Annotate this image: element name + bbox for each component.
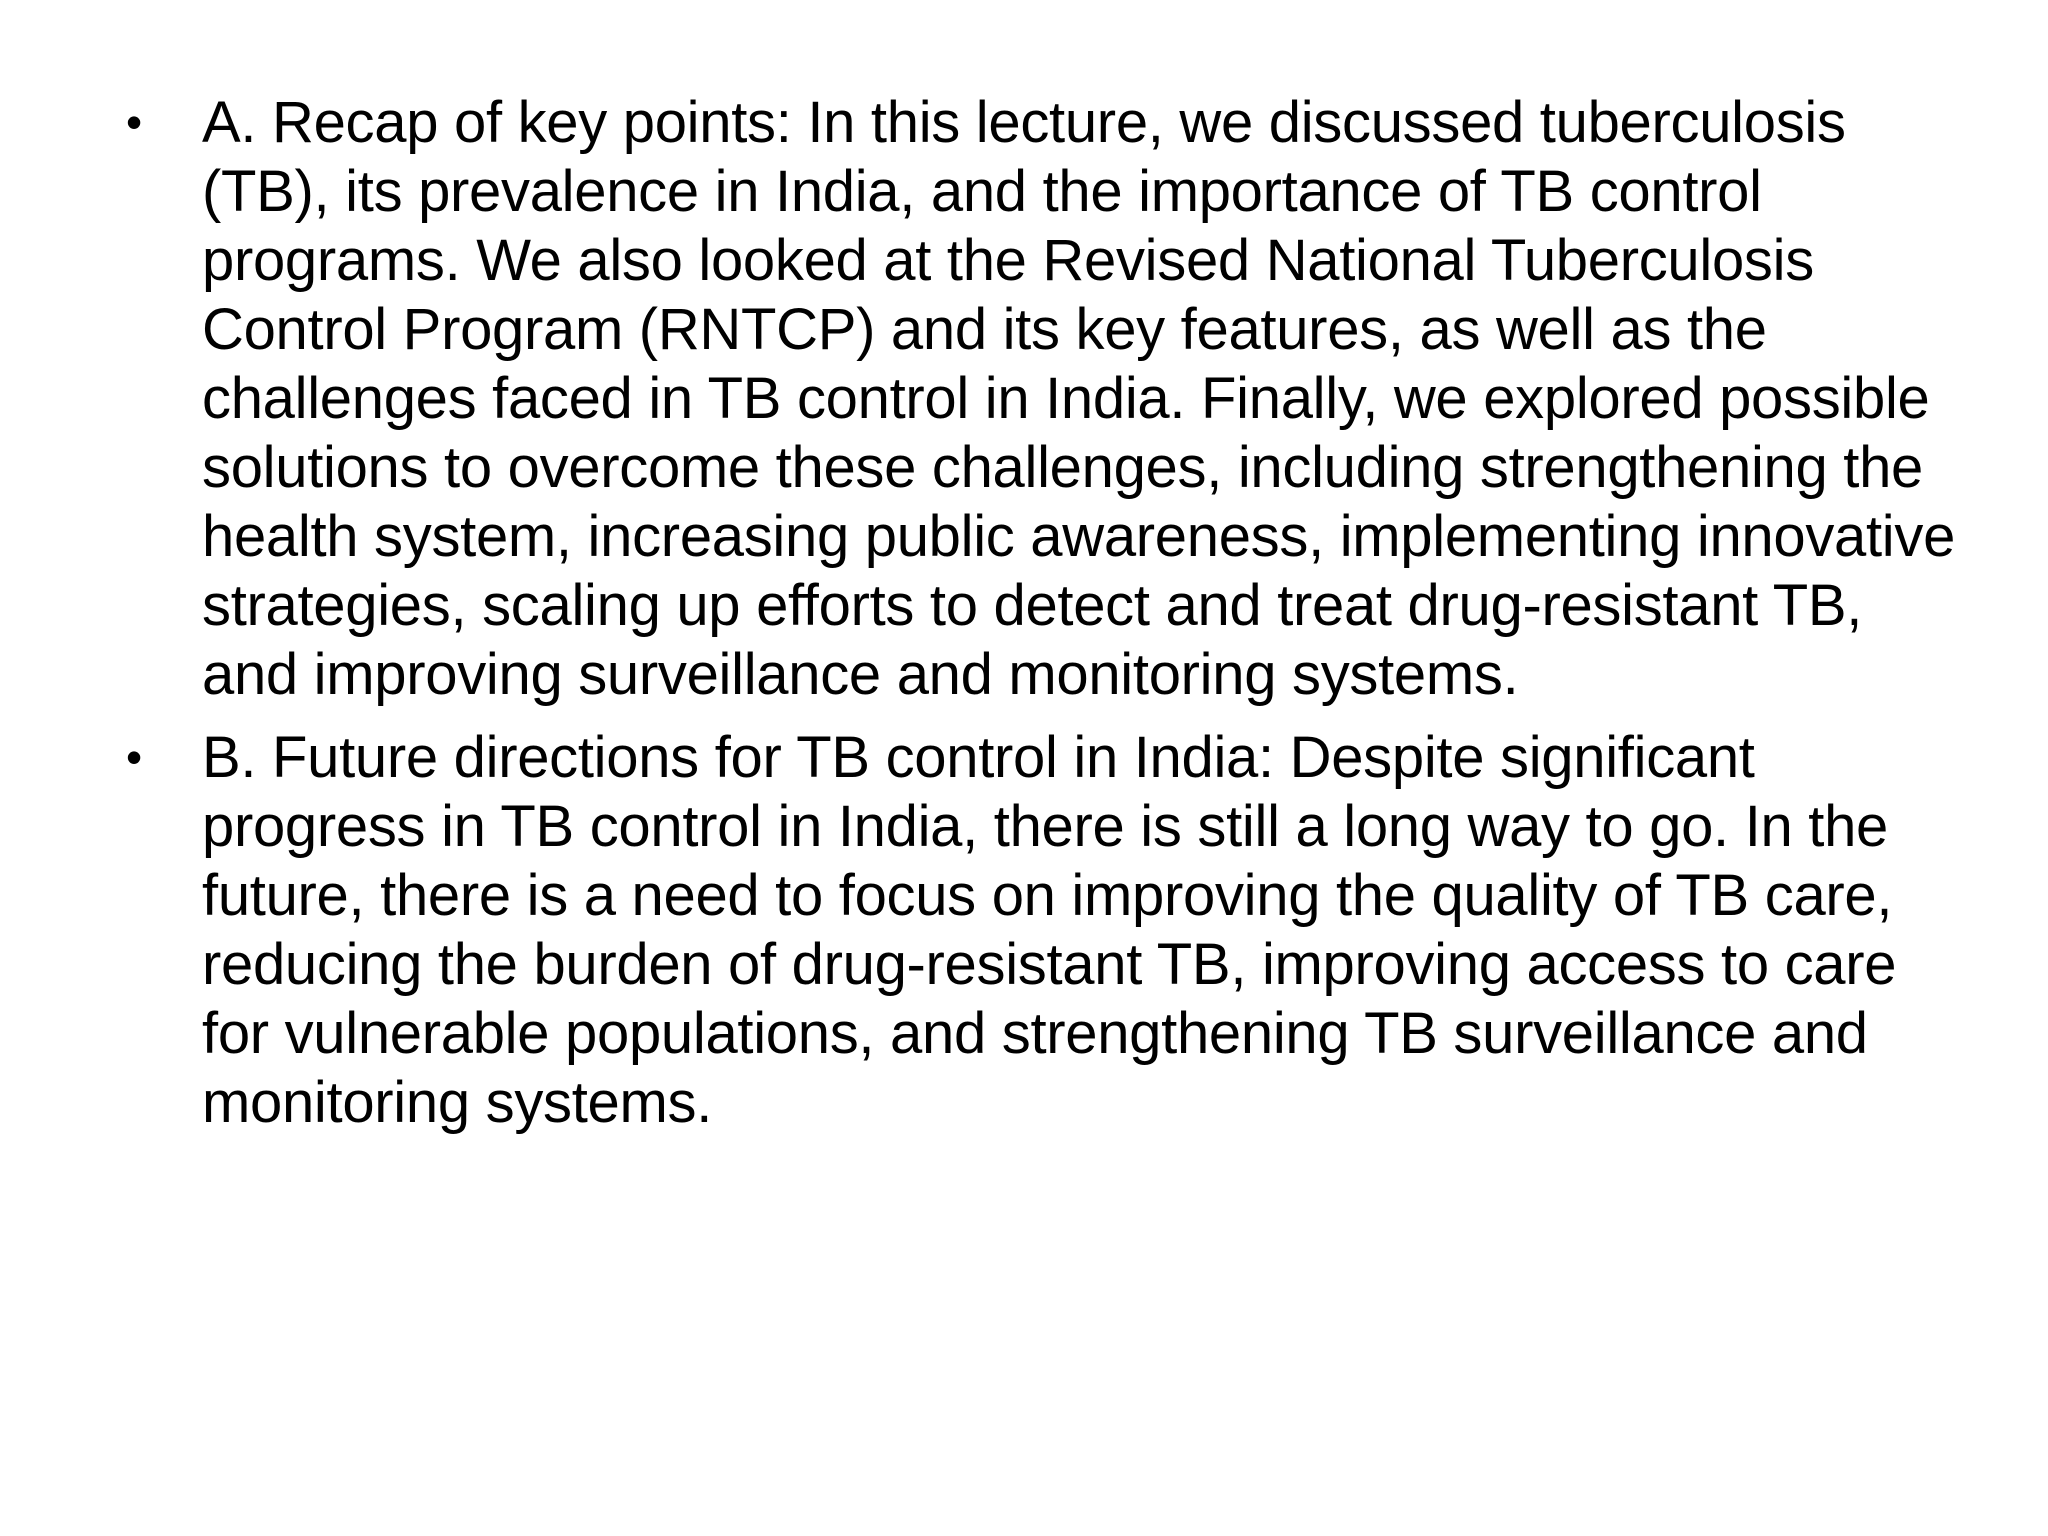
bullet-list (120, 88, 1960, 1151)
bullet-text-recap: A. Recap of key points: In this lecture, we discussed tuberculosis (TB), its prevalence in India, and the importance of TB control programs. We also looked at the Revised National Tuberculosis Control Program (RNTCP) and its key features, as well as the challenges faced in TB control in India. Finally, we explored possible solutions to overcome these challenges, including strengthening the health system, increasing public awareness, implementing innovative strategies, scaling up efforts to detect and treat drug-resistant TB, and improving surveillance and monitoring systems. (202, 90, 1956, 707)
bullet-text-future-directions: B. Future directions for TB control in India: Despite significant progress in TB control in India, there is still a long way to go. In the future, there is a need to focus on improving the quality of TB care, reducing the burden of drug-resistant TB, improving access to care for vulnerable populations, and strengthening TB surveillance and monitoring systems. (202, 725, 1897, 1135)
bullet-item-future-directions (120, 723, 1960, 1137)
bullet-item-recap (120, 88, 1960, 709)
bullet-marker: • (126, 731, 142, 783)
bullet-marker: • (126, 96, 142, 148)
